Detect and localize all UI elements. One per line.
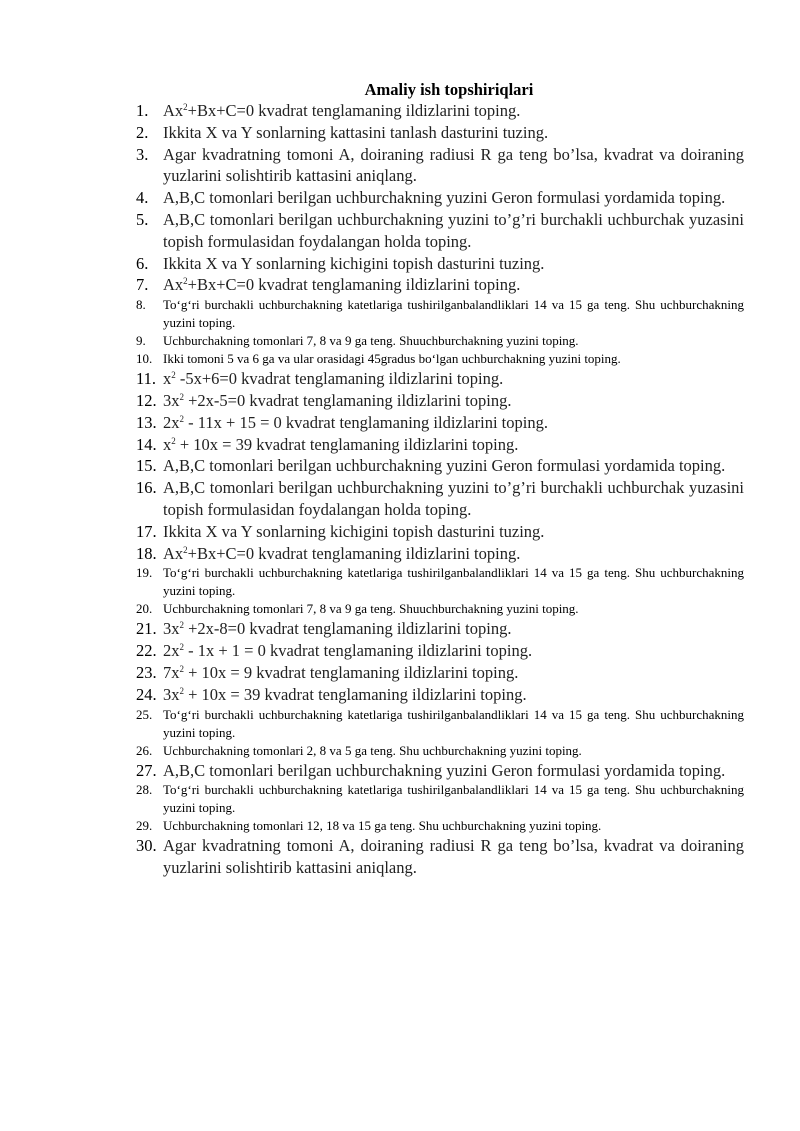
task-item [136, 274, 744, 296]
task-item [136, 684, 744, 706]
task-item [136, 100, 744, 122]
task-item [136, 706, 744, 742]
task-text-part: Agar kvadratning tomoni A, doiraning radiusi R ga teng bo’lsa, kvadrat va doiraning yuzlarini solishtirib kattasini aniqlang. [163, 144, 744, 186]
task-list [136, 100, 744, 879]
task-item [136, 781, 744, 817]
task-text-part: 3x [163, 390, 180, 410]
exponent: 2 [171, 370, 176, 381]
task-text [163, 122, 744, 144]
task-text [163, 209, 744, 253]
exponent: 2 [179, 685, 184, 696]
task-text-part: +2x-8=0 kvadrat tenglamaning ildizlarini toping. [184, 619, 512, 639]
task-text [163, 742, 744, 760]
exponent: 2 [183, 544, 188, 555]
task-number: 7. [136, 275, 149, 295]
page-title: Amaliy ish topshiriqlari [364, 80, 534, 99]
task-text [163, 412, 744, 434]
task-text-part: 2x [163, 412, 180, 432]
task-text-part: Ax [163, 543, 184, 563]
task-text-part: + 10x = 39 kvadrat tenglamaning ildizlarini toping. [184, 684, 527, 704]
task-number: 10. [136, 351, 153, 367]
task-item [136, 434, 744, 456]
task-number: 28. [136, 782, 153, 798]
task-item [136, 368, 744, 390]
task-text [163, 760, 744, 782]
task-text [163, 817, 744, 835]
task-text [163, 835, 744, 879]
task-item [136, 144, 744, 188]
task-text-part: +Bx+C=0 kvadrat tenglamaning ildizlarini toping. [187, 275, 521, 295]
task-item [136, 618, 744, 640]
task-text-part: Ikki tomoni 5 va 6 ga va ular orasidagi 45gradus bo‘lgan uchburchakning yuzini toping. [163, 351, 621, 367]
task-item [136, 350, 744, 368]
task-number: 20. [136, 601, 153, 617]
task-number: 12. [136, 390, 157, 410]
task-number: 15. [136, 456, 157, 476]
task-text [163, 640, 744, 662]
task-text-part: A,B,C tomonlari berilgan uchburchakning yuzini to’g’ri burchakli uchburchak yuzasini topish formulasidan foydalangan holda toping. [163, 478, 744, 519]
task-text-part: 2x [163, 641, 180, 661]
task-text-part: 7x [163, 662, 180, 682]
task-number: 1. [136, 101, 149, 120]
task-text-part: Uchburchakning tomonlari 7, 8 va 9 ga teng. Shuuchburchakning yuzini toping. [163, 333, 579, 349]
task-item [136, 835, 744, 879]
task-number: 19. [136, 565, 153, 581]
task-text [163, 477, 744, 521]
task-item [136, 640, 744, 662]
task-text-part: A,B,C tomonlari berilgan uchburchakning yuzini Geron formulasi yordamida toping. [163, 760, 726, 780]
task-item [136, 521, 744, 543]
task-text-part: +Bx+C=0 kvadrat tenglamaning ildizlarini toping. [187, 101, 521, 120]
task-item [136, 187, 744, 209]
task-text [163, 706, 744, 742]
task-item [136, 662, 744, 684]
exponent: 2 [183, 276, 188, 287]
task-item [136, 600, 744, 618]
task-text [163, 187, 744, 209]
task-number: 30. [136, 836, 157, 856]
task-text [163, 274, 744, 296]
task-number: 23. [136, 662, 157, 682]
task-text [163, 434, 744, 456]
task-item [136, 253, 744, 275]
task-text-part: - 11x + 15 = 0 kvadrat tenglamaning ildizlarini toping. [184, 412, 548, 432]
task-text [163, 144, 744, 188]
task-number: 13. [136, 412, 157, 432]
task-text [163, 100, 744, 122]
task-text [163, 350, 744, 368]
task-number: 3. [136, 144, 149, 164]
task-text-part: - 1x + 1 = 0 kvadrat tenglamaning ildizlarini toping. [184, 641, 533, 661]
task-text-part: Uchburchakning tomonlari 2, 8 va 5 ga teng. Shu uchburchakning yuzini toping. [163, 742, 582, 758]
task-number: 6. [136, 253, 149, 273]
task-number: 5. [136, 209, 149, 229]
task-number: 16. [136, 478, 157, 498]
task-text-part: A,B,C tomonlari berilgan uchburchakning yuzini to’g’ri burchakli uchburchak yuzasini topish formulasidan foydalangan holda toping. [163, 209, 744, 251]
task-text-part: Agar kvadratning tomoni A, doiraning radiusi R ga teng bo’lsa, kvadrat va doiraning yuzlarini solishtirib kattasini aniqlang. [163, 836, 744, 878]
task-text-part: Ikkita X va Y sonlarning kichigini topish dasturini tuzing. [163, 253, 545, 273]
task-text-part: Uchburchakning tomonlari 7, 8 va 9 ga teng. Shuuchburchakning yuzini toping. [163, 601, 579, 617]
exponent: 2 [183, 102, 188, 112]
task-number: 8. [136, 297, 146, 313]
task-number: 2. [136, 122, 149, 142]
task-number: 22. [136, 641, 157, 661]
task-text-part: Ikkita X va Y sonlarning kichigini topish dasturini tuzing. [163, 521, 545, 541]
task-item [136, 564, 744, 600]
task-text-part: Ikkita X va Y sonlarning kattasini tanlash dasturini tuzing. [163, 122, 549, 142]
task-text-part: + 10x = 39 kvadrat tenglamaning ildizlarini toping. [175, 434, 519, 454]
task-number: 4. [136, 188, 149, 208]
task-text [163, 684, 744, 706]
task-text-part: To‘g‘ri burchakli uchburchakning katetlariga tushirilganbalandliklari 14 va 15 ga teng. Shu uchburchakning yuzini toping. [163, 782, 744, 816]
task-text-part: To‘g‘ri burchakli uchburchakning katetlariga tushirilganbalandliklari 14 va 15 ga teng. Shu uchburchakning yuzini toping. [163, 297, 744, 331]
exponent: 2 [179, 663, 184, 674]
task-text [163, 564, 744, 600]
task-number: 25. [136, 706, 153, 722]
task-item [136, 477, 744, 521]
task-text-part: +Bx+C=0 kvadrat tenglamaning ildizlarini toping. [187, 543, 521, 563]
task-number: 29. [136, 818, 153, 834]
task-text [163, 600, 744, 618]
task-text-part: 3x [163, 619, 180, 639]
task-item [136, 390, 744, 412]
task-text [163, 618, 744, 640]
task-text-part: Ax [163, 275, 184, 295]
exponent: 2 [179, 391, 184, 402]
task-item [136, 742, 744, 760]
task-text [163, 253, 744, 275]
task-text-part: Uchburchakning tomonlari 12, 18 va 15 ga teng. Shu uchburchakning yuzini toping. [163, 818, 602, 834]
task-text-part: A,B,C tomonlari berilgan uchburchakning yuzini Geron formulasi yordamida toping. [163, 188, 726, 208]
task-text [163, 368, 744, 390]
task-item [136, 296, 744, 332]
task-text-part: To‘g‘ri burchakli uchburchakning katetlariga tushirilganbalandliklari 14 va 15 ga teng. Shu uchburchakning yuzini toping. [163, 706, 744, 740]
task-number: 27. [136, 760, 157, 780]
task-item [136, 209, 744, 253]
task-number: 18. [136, 543, 157, 563]
exponent: 2 [171, 435, 176, 446]
task-item [136, 122, 744, 144]
task-item [136, 455, 744, 477]
task-item [136, 332, 744, 350]
task-text-part: 3x [163, 684, 180, 704]
task-text-part: + 10x = 9 kvadrat tenglamaning ildizlarini toping. [184, 662, 519, 682]
task-text-part: To‘g‘ri burchakli uchburchakning katetlariga tushirilganbalandliklari 14 va 15 ga teng. Shu uchburchakning yuzini toping. [163, 565, 744, 599]
exponent: 2 [179, 620, 184, 631]
task-number: 21. [136, 619, 157, 639]
task-item [136, 817, 744, 835]
exponent: 2 [179, 413, 184, 424]
task-text [163, 455, 744, 477]
task-text-part: +2x-5=0 kvadrat tenglamaning ildizlarini toping. [184, 390, 512, 410]
task-number: 24. [136, 684, 157, 704]
task-text [163, 781, 744, 817]
task-text [163, 543, 744, 565]
task-text-part: x [163, 434, 172, 454]
task-number: 26. [136, 742, 153, 758]
task-number: 11. [136, 369, 157, 389]
task-text [163, 521, 744, 543]
task-item [136, 412, 744, 434]
task-text [163, 662, 744, 684]
task-item [136, 543, 744, 565]
exponent: 2 [179, 642, 184, 653]
task-text-part: Ax [163, 101, 184, 120]
task-number: 14. [136, 434, 157, 454]
task-text [163, 390, 744, 412]
task-text [163, 296, 744, 332]
task-number: 17. [136, 521, 157, 541]
task-text [163, 332, 744, 350]
task-text-part: A,B,C tomonlari berilgan uchburchakning yuzini Geron formulasi yordamida toping. [163, 456, 726, 476]
task-item [136, 760, 744, 782]
task-text-part: -5x+6=0 kvadrat tenglamaning ildizlarini toping. [175, 369, 504, 389]
task-text-part: x [163, 369, 172, 389]
task-number: 9. [136, 333, 146, 349]
